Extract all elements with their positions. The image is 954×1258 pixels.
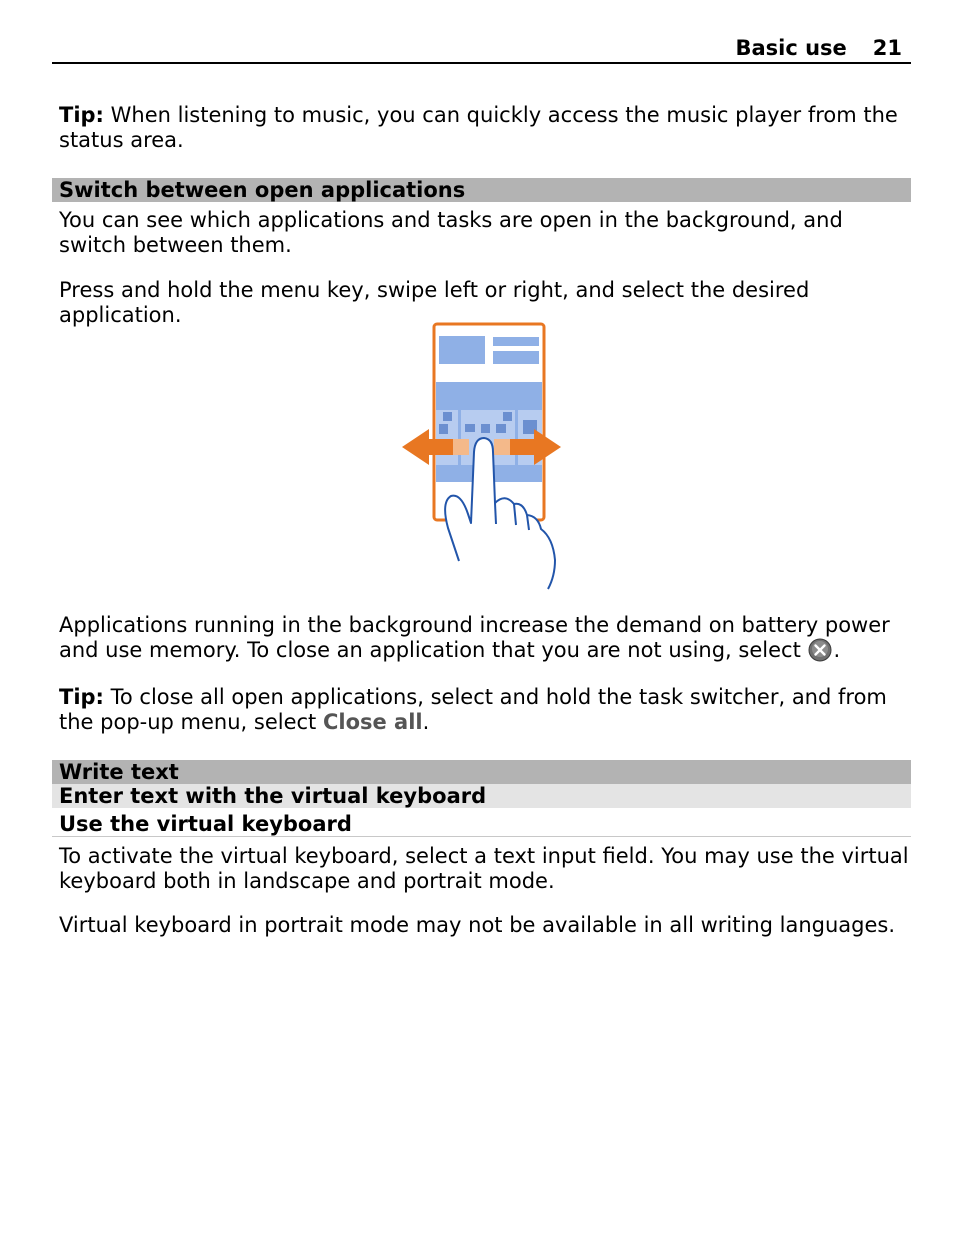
- tip-text: To close all open applications, select and hold the task switcher, and from the pop-up menu, select: [59, 685, 887, 734]
- subsection-heading-virtual-keyboard: Enter text with the virtual keyboard: [52, 784, 911, 808]
- tip-label: Tip:: [59, 103, 104, 127]
- page-number: 21: [872, 36, 902, 60]
- close-all-ui-term: Close all: [322, 710, 423, 734]
- para-3-period: .: [833, 638, 841, 662]
- switch-apps-para-1: You can see which applications and tasks are open in the background, and switch between them.: [59, 208, 843, 257]
- tip-text: When listening to music, you can quickly access the music player from the status area.: [59, 103, 898, 152]
- section-heading-switch-apps: Switch between open applications: [52, 178, 911, 202]
- subsubsection-heading-use-virtual-keyboard: Use the virtual keyboard: [52, 812, 911, 837]
- switch-apps-para-2: Press and hold the menu key, swipe left or right, and select the desired application.: [59, 278, 810, 327]
- virtual-keyboard-para-1: To activate the virtual keyboard, select a text input field. You may use the virtual keyboard both in landscape and portrait mode.: [59, 844, 909, 893]
- close-x-icon: [808, 638, 832, 662]
- tip-music-player: [59, 103, 909, 153]
- virtual-keyboard-para-2: Virtual keyboard in portrait mode may not be available in all writing languages.: [59, 913, 896, 937]
- para-3-text: Applications running in the background increase the demand on battery power and use memory. To close an application that you are not using, select: [59, 613, 890, 662]
- section-heading-write-text: Write text: [52, 760, 911, 784]
- running-header: [735, 36, 902, 60]
- header-section-title: Basic use: [735, 36, 847, 60]
- tip-close-all: [59, 685, 909, 735]
- tip-label: Tip:: [59, 685, 104, 709]
- header-rule: [52, 62, 911, 64]
- swipe-task-switcher-illustration: [395, 318, 565, 590]
- switch-apps-para-3: [59, 613, 909, 663]
- tip-text-end: .: [422, 710, 430, 734]
